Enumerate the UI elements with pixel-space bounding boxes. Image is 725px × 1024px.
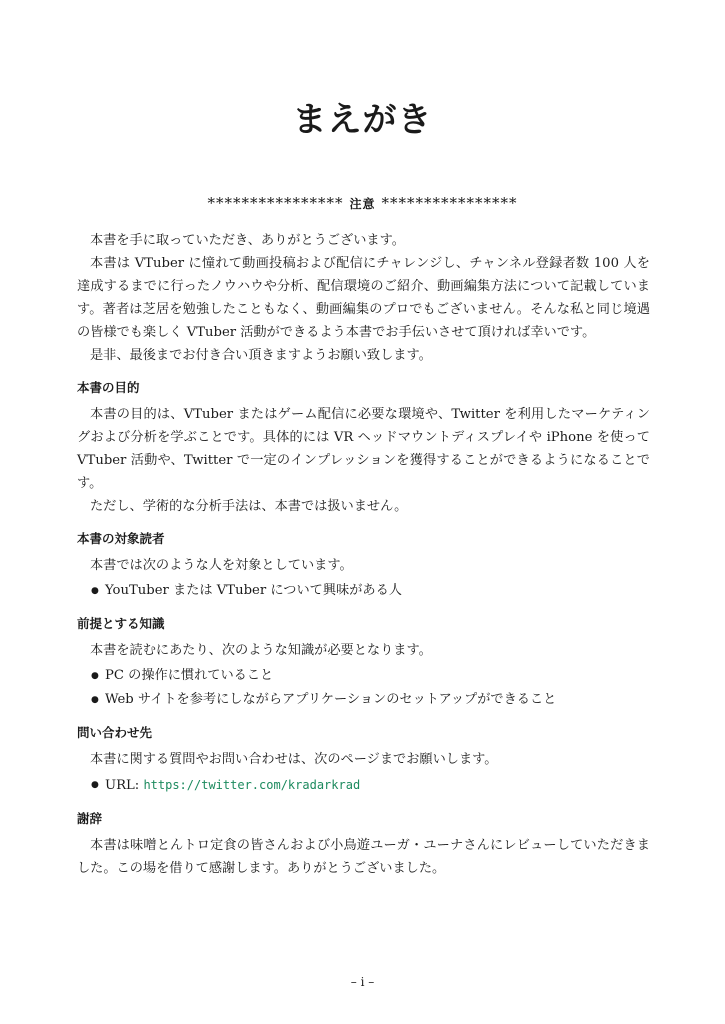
list-item [105, 773, 650, 798]
section-heading-prereq: 前提とする知識 [77, 616, 165, 631]
prereq-list [77, 664, 650, 712]
section-heading-audience: 本書の対象読者 [77, 531, 165, 546]
thanks-paragraph: 本書は味噌とんトロ定食の皆さんおよび小鳥遊ユーガ・ユーナさんにレビューしていただきました。この場を借りて感謝します。ありがとうございました。 [77, 838, 650, 876]
notice-word: 注意 [349, 197, 376, 211]
page-number: – i – [350, 975, 375, 989]
section-heading-thanks: 謝辞 [77, 811, 103, 826]
purpose-paragraph: 本書の目的は、VTuber またはゲーム配信に必要な環境や、Twitter を利用したマーケティングおよび分析を学ぶことです。具体的には VR ヘッドマウントディスプレイや iPhone を使って VTuber 活動や、Twitter で一定のインプレッションを獲得することができるようになることです。 [77, 407, 650, 491]
notice-stars-right: **************** [381, 194, 518, 212]
document-body [77, 229, 650, 880]
prereq-paragraph: 本書を読むにあたり、次のような知識が必要となります。 [90, 643, 432, 658]
page-title: まえがき [292, 100, 433, 140]
list-item: ● PC の操作に慣れていること [105, 664, 650, 688]
url-label: URL: [105, 778, 144, 793]
notice-stars-left: **************** [207, 194, 344, 212]
contact-link[interactable]: https://twitter.com/kradarkrad [143, 778, 361, 792]
purpose-paragraph: ただし、学術的な分析手法は、本書では扱いません。 [90, 499, 408, 514]
notice-banner [0, 194, 725, 212]
audience-list [77, 579, 650, 603]
intro-paragraph: 本書は VTuber に憧れて動画投稿および配信にチャレンジし、チャンネル登録者数 100 人を達成するまでに行ったノウハウや分析、配信環境のご紹介、動画編集方法について記載しています。著者は芝居を勉強したこともなく、動画編集のプロでもございません。そんな私と同じ境遇の皆様でも楽しく VTuber 活動ができるよう本書でお手伝いさせて頂ければ幸いです。 [77, 256, 650, 340]
audience-paragraph: 本書では次のような人を対象としています。 [90, 558, 353, 573]
list-item: ● Web サイトを参考にしながらアプリケーションのセットアップができること [105, 688, 650, 712]
contact-paragraph: 本書に関する質問やお問い合わせは、次のページまでお願いします。 [90, 752, 498, 767]
list-item: ● YouTuber または VTuber について興味がある人 [105, 579, 650, 603]
intro-paragraph: 本書を手に取っていただき、ありがとうございます。 [90, 233, 405, 248]
section-heading-contact: 問い合わせ先 [77, 725, 153, 740]
contact-list [77, 773, 650, 798]
section-heading-purpose: 本書の目的 [77, 380, 140, 395]
intro-paragraph: 是非、最後までお付き合い頂きますようお願い致します。 [90, 348, 432, 363]
